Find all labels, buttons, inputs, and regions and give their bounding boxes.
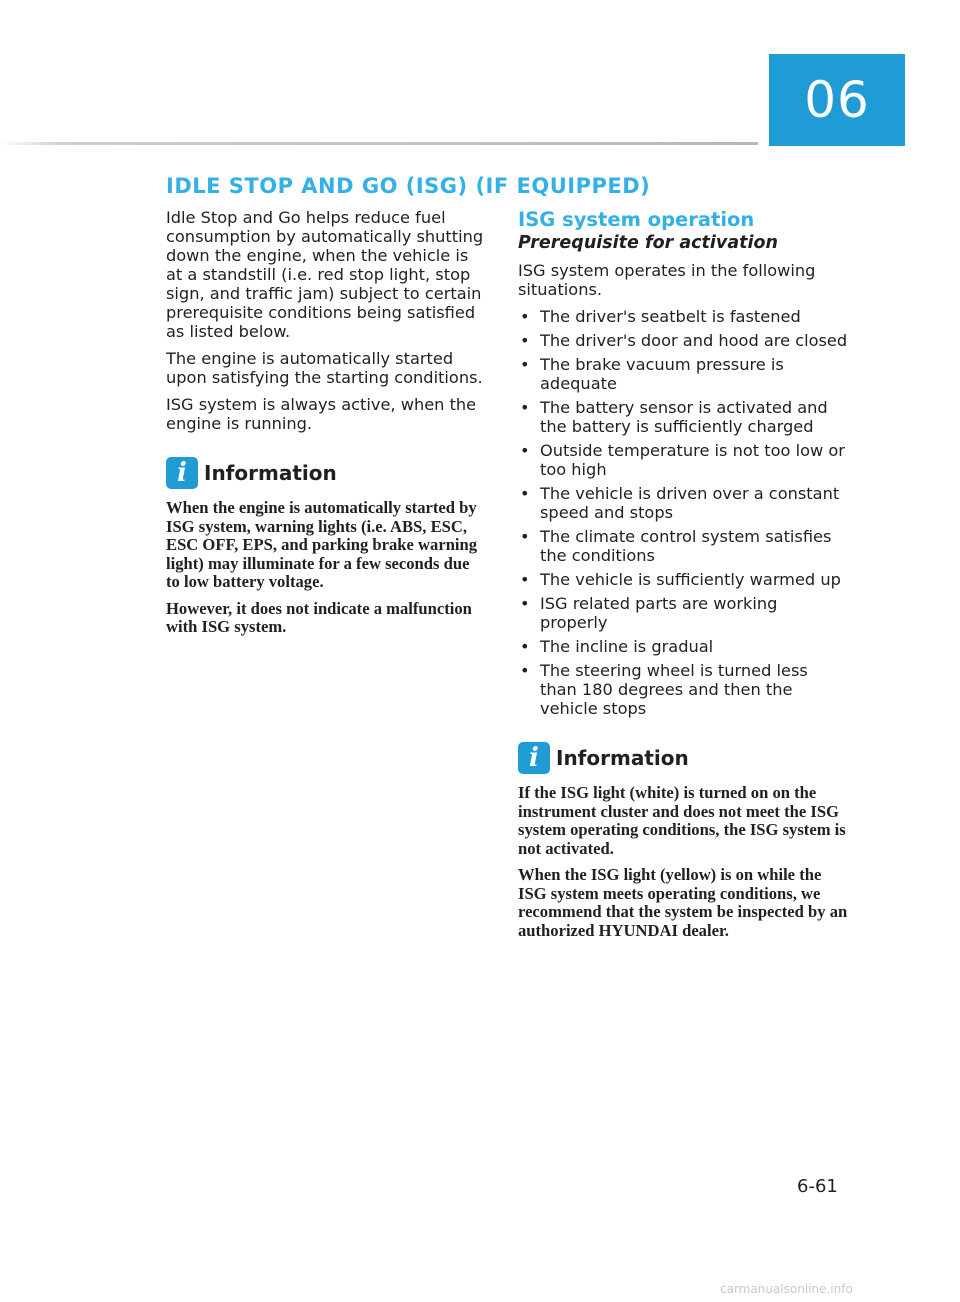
header-rule <box>0 142 758 145</box>
info-icon: i <box>518 742 550 774</box>
page-number: 6-61 <box>797 1176 838 1197</box>
info-text: However, it does not indicate a malfunction with ISG system. <box>166 598 472 636</box>
info-icon: i <box>166 457 198 489</box>
list-item: • The battery sensor is activated and the battery is sufficiently charged <box>520 398 828 436</box>
restart-paragraph: The engine is automatically started upon satisfying the starting conditions. <box>166 349 483 387</box>
list-item: • Outside temperature is not too low or too high <box>520 441 845 479</box>
left-column <box>166 208 486 645</box>
chapter-tab <box>769 54 905 146</box>
prerequisite-list <box>518 307 848 718</box>
list-item: • The driver's seatbelt is fastened <box>520 307 801 326</box>
list-item: • The climate control system satisfies the conditions <box>520 527 832 565</box>
watermark: carmanualsonline.info <box>720 1282 853 1296</box>
info-title: Information <box>556 746 689 770</box>
list-item: • The brake vacuum pressure is adequate <box>520 355 784 393</box>
info-title: Information <box>204 461 337 485</box>
info-heading <box>166 457 486 489</box>
list-item: • The driver's door and hood are closed <box>520 331 848 350</box>
operation-intro: ISG system operates in the following situations. <box>518 261 816 299</box>
list-item: • ISG related parts are working properly <box>520 594 778 632</box>
subheading: ISG system operation <box>518 208 755 231</box>
list-item: • The vehicle is sufficiently warmed up <box>520 570 841 589</box>
list-item: • The steering wheel is turned less than 180 degrees and then the vehicle stops <box>520 661 808 718</box>
chapter-number: 06 <box>804 71 870 129</box>
right-column <box>518 208 848 948</box>
info-text: When the ISG light (yellow) is on while the ISG system meets operating conditions, we recommend that the system be inspected by an authorized HYUNDAI dealer. <box>518 865 848 940</box>
info-text: If the ISG light (white) is turned on on the instrument cluster and does not meet the ISG system operating conditions, the ISG system is not activated. <box>518 783 846 858</box>
list-item: • The vehicle is driven over a constant speed and stops <box>520 484 840 522</box>
section-title: IDLE STOP AND GO (ISG) (IF EQUIPPED) <box>166 174 651 198</box>
info-text: When the engine is automatically started by ISG system, warning lights (i.e. ABS, ESC, ESC OFF, EPS, and parking brake warning light) may illuminate for a few seconds due to low battery voltage. <box>166 498 478 591</box>
intro-paragraph: Idle Stop and Go helps reduce fuel consumption by automatically shutting down the engine, when the vehicle is at a standstill (i.e. red stop light, stop sign, and traffic jam) subject to certain prerequisite conditions being satisfied as listed below. <box>166 208 484 341</box>
list-item: • The incline is gradual <box>520 637 714 656</box>
subsubheading: Prerequisite for activation <box>518 233 778 253</box>
active-paragraph: ISG system is always active, when the engine is running. <box>166 395 477 433</box>
info-heading <box>518 742 848 774</box>
